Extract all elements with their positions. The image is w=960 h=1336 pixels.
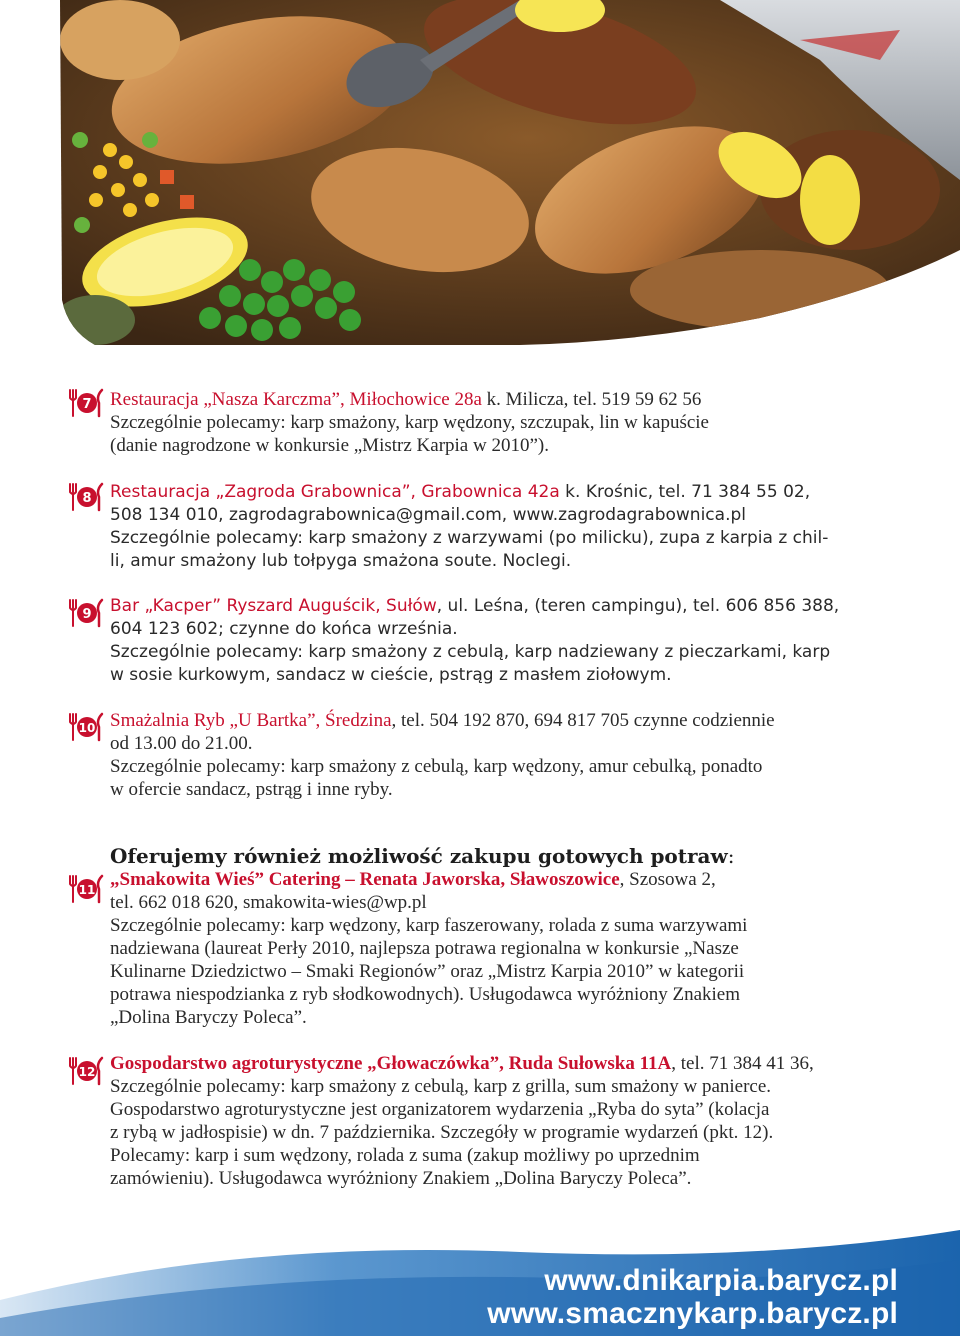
entry-9-title [110,595,900,618]
entry-9-name: Bar „Kacper” Ryszard Auguścik, Sułów [110,596,437,616]
entry-11-line-1: tel. 662 018 620, smakowita-wies@wp.pl [110,892,427,913]
entry-10 [110,709,900,801]
entry-8-name: Restauracja „Zagroda Grabownica”, Grabownica 42a [110,482,560,502]
restaurant-marker-9 [66,596,106,630]
entry-8-line-2: Szczególnie polecamy: karp smażony z warzywami (po milicku), zupa z karpia z chil- [110,528,829,548]
entry-10-line-2: Szczególnie polecamy: karp smażony z cebulą, karp wędzony, amur cebulką, ponadto [110,756,763,777]
offer-heading-text: Oferujemy również możliwość zakupu gotowych potraw [110,844,728,868]
restaurant-marker-11 [66,872,106,906]
offer-section [110,845,900,1029]
entry-11-line-2: Szczególnie polecamy: karp wędzony, karp faszerowany, rolada z suma warzywami [110,915,748,936]
entry-11-name: „Smakowita Wieś” Catering – Renata Jaworska, Sławoszowice [110,869,620,890]
entry-11-title [110,868,900,891]
restaurant-marker-12 [66,1054,106,1088]
entry-12-line-4: Polecamy: karp i sum wędzony, rolada z suma (zakup możliwy po uprzednim [110,1145,700,1166]
entry-9-line-2: Szczególnie polecamy: karp smażony z cebulą, karp nadziewany z pieczarkami, karp [110,642,831,662]
footer-url-dnikarpia[interactable]: www.dnikarpia.barycz.pl [544,1264,898,1297]
entry-number-10: 10 [78,721,96,735]
entry-10-line-3: w ofercie sandacz, pstrąg i inne ryby. [110,779,393,800]
entry-7 [110,388,900,457]
entry-8-contact: k. Krośnic, tel. 71 384 55 02, [559,482,811,502]
footer-urls [487,1264,898,1330]
entry-12-line-1: Szczególnie polecamy: karp smażony z cebulą, karp z grilla, sum smażony w panierce. [110,1076,772,1097]
entry-number-7: 7 [82,397,92,412]
entry-11-line-3: nadziewana (laureat Perły 2010, najlepsza potrawa regionalna w konkursie „Nasze [110,938,739,959]
entry-12-line-2: Gospodarstwo agroturystyczne jest organizatorem wydarzenia „Ryba do syta” (kolacja [110,1099,770,1120]
entry-12-contact: , tel. 71 384 41 36, [671,1053,814,1074]
entry-9 [110,595,900,687]
entry-8-line-3: li, amur smażony lub tołpyga smażona soute. Noclegi. [110,551,572,571]
entry-7-contact: k. Milicza, tel. 519 59 62 56 [481,389,702,410]
entry-number-9: 9 [82,607,92,622]
entry-12-line-3: z rybą w jadłospisie) w dn. 7 października. Szczegóły w programie wydarzeń (pkt. 12). [110,1122,774,1143]
entry-7-line-2: (danie nagrodzone w konkursie „Mistrz Karpia w 2010”). [110,435,549,456]
entry-12-line-5: zamówieniu). Usługodawca wyróżniony Znakiem „Dolina Baryczy Poleca”. [110,1168,692,1189]
entry-10-contact: , tel. 504 192 870, 694 817 705 czynne codziennie [391,710,775,731]
entry-number-8: 8 [82,491,92,506]
restaurant-marker-8 [66,480,106,514]
entry-12-title [110,1052,900,1075]
fried-carp-dish-photo-icon [0,0,960,345]
entry-12-name: Gospodarstwo agroturystyczne „Głowaczówka”, Ruda Sułowska 11A [110,1053,672,1074]
entry-9-line-3: w sosie kurkowym, sandacz w cieście, pstrąg z masłem ziołowym. [110,665,672,685]
entry-9-contact: , ul. Leśna, (teren campingu), tel. 606 856 388, [436,596,840,616]
entry-10-line-1: od 13.00 do 21.00. [110,733,253,754]
entry-7-line-1: Szczególnie polecamy: karp smażony, karp wędzony, szczupak, lin w kapuście [110,412,709,433]
entry-10-title [110,709,900,732]
entry-11-contact: , Szosowa 2, [619,869,716,890]
footer-url-smacznykarp[interactable]: www.smacznykarp.barycz.pl [487,1297,898,1330]
entry-12 [110,1052,900,1190]
hero-photo [0,0,960,345]
entry-number-12: 12 [78,1065,96,1079]
entry-7-name: Restauracja „Nasza Karczma”, Miłochowice 28a [110,389,482,410]
entry-9-line-1: 604 123 602; czynne do końca września. [110,619,458,639]
entry-8-title [110,481,900,504]
restaurant-marker-7 [66,386,106,420]
entry-11-line-5: potrawa niespodzianka z ryb słodkowodnych). Usługodawca wyróżniony Znakiem [110,984,740,1005]
entry-8 [110,481,900,573]
entry-10-name: Smażalnia Ryb „U Bartka”, Średzina [110,710,392,731]
offer-heading [110,845,900,868]
entry-8-line-1: 508 134 010, zagrodagrabownica@gmail.com, www.zagrodagrabownica.pl [110,505,746,525]
entry-number-11: 11 [78,883,96,897]
entry-11-line-6: „Dolina Baryczy Poleca”. [110,1007,307,1028]
offer-heading-colon: : [727,844,735,868]
entry-7-title [110,388,900,411]
entry-11-line-4: Kulinarne Dziedzictwo – Smaki Regionów” oraz „Mistrz Karpia 2010” w kategorii [110,961,745,982]
restaurant-marker-10 [66,710,106,744]
